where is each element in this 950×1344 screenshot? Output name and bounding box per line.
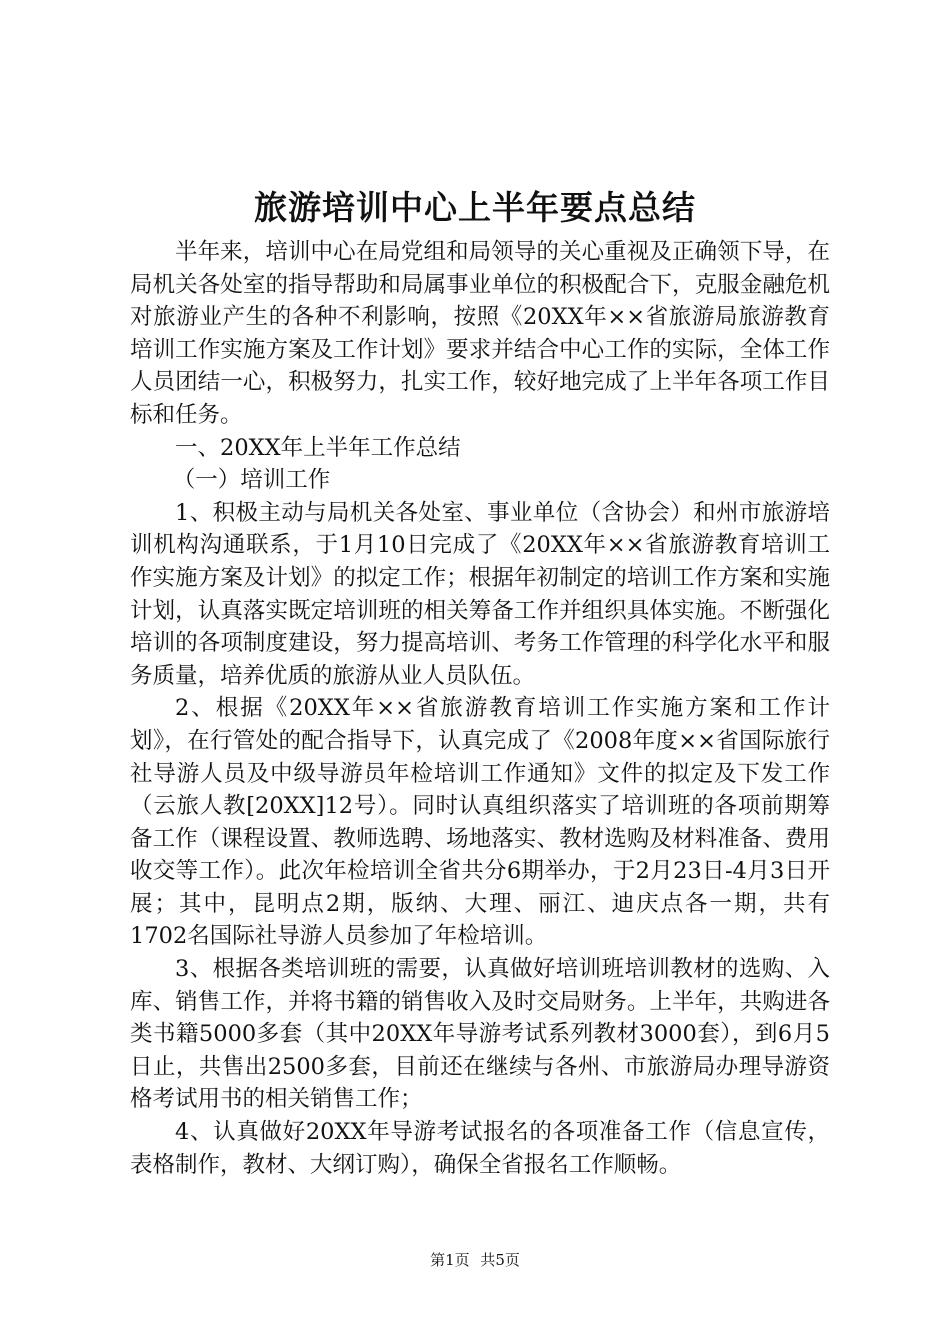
document-title: 旅游培训中心上半年要点总结: [254, 188, 696, 227]
paragraph-item-1: 1、积极主动与局机关各处室、事业单位（含协会）和州市旅游培训机构沟通联系，于1月10日完成了《20XX年××省旅游教育培训工作实施方案及计划》的拟定工作；根据年初制定的培训工作方案和实施计划，认真落实既定培训班的相关筹备工作并组织具体实施。不断强化培训的各项制度建设，努力提高培训、考务工作管理的科学化水平和服务质量，培养优质的旅游从业人员队伍。: [130, 499, 830, 689]
section-heading: 一、20XX年上半年工作总结: [175, 434, 461, 461]
paragraph-item-2: 2、根据《20XX年××省旅游教育培训工作实施方案和工作计划》，在行管处的配合指导下，认真完成了《2008年度××省国际旅行社导游人员及中级导游员年检培训工作通知》文件的拟定及下发工作（云旅人教[20XX]12号）。同时认真组织落实了培训班的各项前期筹备工作（课程设置、教师选聘、场地落实、教材选购及材料准备、费用收交等工作）。此次年检培训全省共分6期举办，于2月23日-4月3日开展；其中，昆明点2期，版纳、大理、丽江、迪庆点各一期，共有1702名国际社导游人员参加了年检培训。: [130, 695, 830, 950]
paragraph-intro: 半年来，培训中心在局党组和局领导的关心重视及正确领下导，在局机关各处室的指导帮助和局属事业单位的积极配合下，克服金融危机对旅游业产生的各种不利影响，按照《20XX年××省旅游局旅游教育培训工作实施方案及工作计划》要求并结合中心工作的实际，全体工作人员团结一心，积极努力，扎实工作，较好地完成了上半年各项工作目标和任务。: [130, 239, 830, 428]
paragraph-item-4: 4、认真做好20XX年导游考试报名的各项准备工作（信息宣传，表格制作，教材、大纲订购），确保全省报名工作顺畅。: [130, 1119, 830, 1178]
page-number-footer: 第1页 共5页: [430, 1251, 520, 1269]
paragraph-item-3: 3、根据各类培训班的需要，认真做好培训班培训教材的选购、入库、销售工作，并将书籍的销售收入及时交局财务。上半年，共购进各类书籍5000多套（其中20XX年导游考试系列教材3000套），到6月5日止，共售出2500多套，目前还在继续与各州、市旅游局办理导游资格考试用书的相关销售工作；: [130, 956, 830, 1113]
subsection-heading: （一）培训工作: [172, 467, 331, 494]
document-body: [130, 236, 830, 1181]
